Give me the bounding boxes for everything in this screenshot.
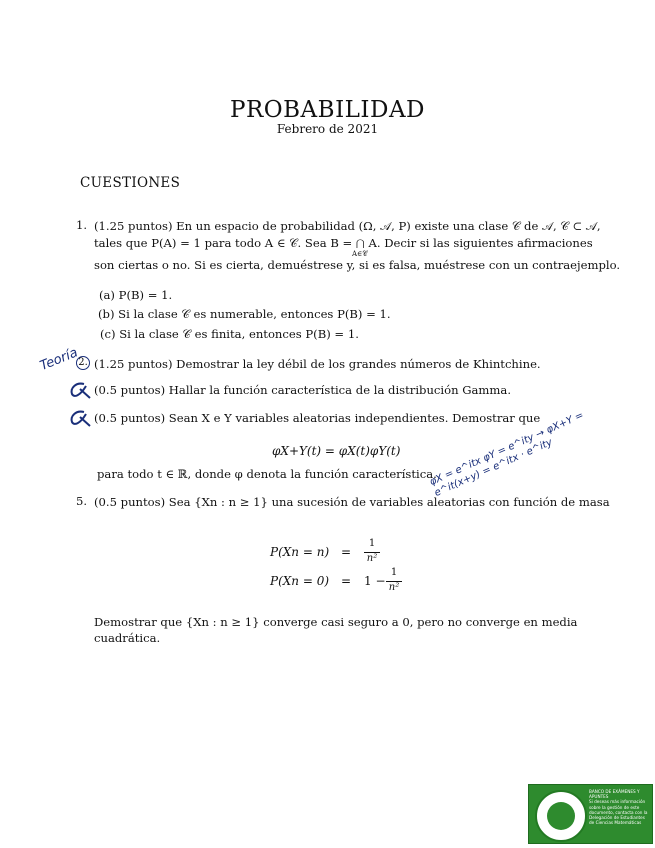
handwritten-teoria: Teoría (38, 345, 80, 374)
q2-number: 2. (76, 356, 90, 370)
q1-line3: son ciertas o no. Si es cierta, demuéstrese y, si es falsa, muéstrese con un contraejemplo. (94, 258, 621, 272)
q5-eq1-num: 1 (368, 538, 376, 549)
q4-text: (0.5 puntos) Sean X e Y variables aleatorias independientes. Demostrar que (94, 411, 541, 425)
q5-number: 5. (76, 494, 88, 508)
q5-eq2-eq: = (341, 574, 352, 588)
q1-item-c: (c) Si la clase 𝒞 es finita, entonces P(B) = 1. (100, 327, 359, 341)
q5-text: (0.5 puntos) Sea {Xn : n ≥ 1} una sucesión de variables aleatorias con función de masa (94, 495, 610, 509)
q5-conclusion-line1: Demostrar que {Xn : n ≥ 1} converge casi seguro a 0, pero no converge en media (94, 615, 578, 629)
q1-number: 1. (76, 218, 88, 232)
exam-date: Febrero de 2021 (276, 122, 379, 136)
stamp-text: BANCO DE EXÁMENES Y APUNTES Si deseas más información sobre la gestión de este documento, contacta con la Delegación de Estudiantes de Ciencias Matemáticas (589, 789, 648, 826)
q5-eq2-num: 1 (390, 567, 398, 578)
q1-item-b: (b) Si la clase 𝒞 es numerable, entonces P(B) = 1. (98, 307, 391, 321)
q1-line2: tales que P(A) = 1 para todo A ∈ 𝒞. Sea B = ⋂ A. Decir si las siguientes afirmaciones (94, 236, 593, 250)
handwritten-formula: φX = e^itx φY = e^ity → φX+Y = e^it(x+y) = e^itx · e^ity (428, 409, 586, 500)
page-title: PROBABILIDAD (230, 97, 425, 123)
section-heading: CUESTIONES (80, 175, 181, 191)
delegation-stamp (528, 784, 653, 844)
q2-text: (1.25 puntos) Demostrar la ley débil de los grandes números de Khintchine. (94, 357, 541, 371)
handwritten-marks-icon (66, 380, 94, 440)
q4-formula: φX+Y(t) = φX(t)φY(t) (272, 444, 401, 458)
q5-conclusion-line2: cuadrática. (94, 631, 161, 645)
q1-item-a: (a) P(B) = 1. (99, 288, 173, 302)
q5-eq2-den: n² (388, 582, 400, 593)
stamp-seal-icon (535, 790, 587, 842)
q5-eq2-prefix: 1 − (364, 574, 386, 588)
q1-intersection-subscript: A∈𝒞 (352, 250, 368, 258)
q4-after: para todo t ∈ ℝ, donde φ denota la función característica. (97, 467, 437, 481)
q5-eq1-lhs: P(Xn = n) (270, 545, 330, 559)
q5-eq2-lhs: P(Xn = 0) (270, 574, 330, 588)
q3-text: (0.5 puntos) Hallar la función característica de la distribución Gamma. (94, 383, 512, 397)
q1-line1: (1.25 puntos) En un espacio de probabilidad (Ω, 𝒜, P) existe una clase 𝒞 de 𝒜, 𝒞 ⊂ 𝒜, (94, 219, 601, 233)
q5-eq1-eq: = (341, 545, 352, 559)
q5-eq1-den: n² (366, 553, 378, 564)
